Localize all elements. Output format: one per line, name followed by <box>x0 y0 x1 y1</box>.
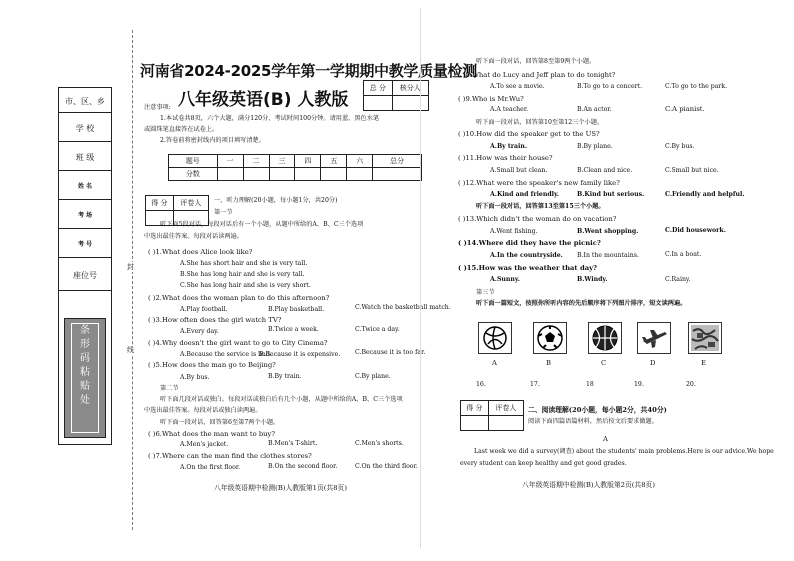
q10-option-c[interactable]: C.By bus. <box>665 143 695 150</box>
score-table-header: 总分 <box>373 155 422 168</box>
passage-line2: every student can keep healthy and get good grades. <box>460 460 627 467</box>
seal-line <box>132 30 133 530</box>
footer-left: 八年级英语期中检测(B)人教版第1页(共8页) <box>214 484 347 492</box>
section1-instr4: 中选出最佳答案。每段对话或独白读两遍。 <box>144 407 262 414</box>
q9-option-b[interactable]: B.An actor. <box>577 106 612 113</box>
section1-instr3: 听下面几段对话或独白。每段对话或独白后有几个小题，从题中所给的A、B、C三个选项 <box>160 396 403 403</box>
q12-option-a[interactable]: A.Kind and friendly. <box>490 191 560 198</box>
field-district-label: 市、区、乡 <box>65 97 105 106</box>
airplane-icon <box>638 323 670 353</box>
field-class-label: 班 级 <box>75 153 95 162</box>
passage-line1: Last week we did a survey(调查) about the students' main problems.Here is our advice.We hope <box>474 448 774 455</box>
q8-option-c[interactable]: C.To go to the park. <box>665 83 728 90</box>
pic-letter-b: B <box>546 359 551 367</box>
barcode-char: 形 <box>80 339 90 350</box>
picture-d-airplane <box>637 322 671 354</box>
section1-title: 一、听力理解(20小题，每小题1分，共20分) <box>214 197 338 204</box>
question-11: ( )11.How was their house? <box>458 154 553 162</box>
q4-option-c[interactable]: C.Because it is too far. <box>355 349 426 356</box>
score-cell[interactable] <box>269 168 295 181</box>
score-table-header: 一 <box>217 155 243 168</box>
score-table-header: 四 <box>295 155 321 168</box>
q9-option-c[interactable]: C.A pianist. <box>665 105 705 113</box>
q1-option-b[interactable]: B.She has long hair and she is very tall. <box>180 271 305 278</box>
field-name[interactable] <box>59 171 111 200</box>
footer-right: 八年级英语期中检测(B)人教版第2页(共8页) <box>522 481 655 489</box>
grader-name-label: 评卷人 <box>488 401 523 416</box>
question-10: ( )10.How did the speaker get to the US? <box>458 130 600 138</box>
question-8: ( )8.What do Lucy and Jeff plan to do tonight? <box>458 71 616 79</box>
field-school[interactable] <box>59 113 111 142</box>
basketball-icon <box>589 323 621 353</box>
field-exam-number-label: 考 号 <box>77 241 93 248</box>
field-exam-room[interactable] <box>59 200 111 229</box>
volleyball-icon <box>479 323 511 353</box>
barcode-char: 粘 <box>80 367 90 378</box>
field-class[interactable] <box>59 142 111 171</box>
intro-8-9: 听下面一段对话，回答第8至第9两个小题。 <box>476 58 596 65</box>
question-3: ( )3.How often does the girl watch TV? <box>148 316 282 324</box>
q8-option-a[interactable]: A.To see a movie. <box>490 83 545 90</box>
map-icon <box>689 323 721 353</box>
question-6: ( )6.What does the man want to buy? <box>148 430 276 438</box>
question-15: ( )15.How was the weather that day? <box>458 264 598 272</box>
score-cell[interactable] <box>347 168 373 181</box>
score-table <box>168 154 422 181</box>
field-exam-room-label: 考 场 <box>77 212 93 219</box>
checker-label: 核分人 <box>392 81 428 96</box>
q12-option-c[interactable]: C.Friendly and helpful. <box>665 191 745 198</box>
blank-16[interactable]: 16. <box>476 381 486 388</box>
q3-option-b[interactable]: B.Twice a week. <box>268 326 319 333</box>
part3-instr: 听下面一篇短文，按照你所听内容的先后顺序将下列图片排序，短文读两遍。 <box>476 300 687 307</box>
question-2: ( )2.What does the woman plan to do this afternoon? <box>148 294 330 302</box>
q14-option-b[interactable]: B.In the mountains. <box>577 252 639 259</box>
grader-name-cell[interactable] <box>488 416 523 431</box>
intro-10-12: 听下面一段对话，回答第10至第12三个小题。 <box>476 119 604 126</box>
q2-option-c[interactable]: C.Watch the basketball match. <box>355 304 451 311</box>
picture-e-map <box>688 322 722 354</box>
q4-option-a[interactable]: A.Because the service is bad. <box>180 351 272 358</box>
pic-letter-e: E <box>701 359 706 367</box>
page-divider <box>420 8 421 548</box>
barcode-char: 条 <box>80 325 90 336</box>
total-score-cell[interactable] <box>364 96 393 111</box>
exam-title: 河南省2024-2025学年第一学期期中教学质量检测 <box>140 62 477 80</box>
q1-option-c[interactable]: C.She has long hair and she is very short. <box>180 282 311 289</box>
barcode-area <box>64 318 106 438</box>
q5-option-c[interactable]: C.By plane. <box>355 373 391 380</box>
q15-option-a[interactable]: A.Sunny. <box>490 276 520 283</box>
question-1: ( )1.What does Alice look like? <box>148 248 253 256</box>
field-seat-label: 座位号 <box>73 271 97 280</box>
q15-option-b[interactable]: B.Windy. <box>577 276 608 283</box>
q15-option-c[interactable]: C.Rainy. <box>665 276 691 283</box>
field-district[interactable] <box>59 88 111 113</box>
score-cell[interactable] <box>243 168 269 181</box>
q10-option-a[interactable]: A.By train. <box>490 143 528 150</box>
field-seat[interactable] <box>59 258 111 291</box>
q3-option-c[interactable]: C.Twice a day. <box>355 326 400 333</box>
section2-instr: 阅读下面四篇语篇材料，然后按文后要求做题。 <box>528 418 658 425</box>
blank-20[interactable]: 20. <box>686 381 696 388</box>
question-7: ( )7.Where can the man find the clothes stores? <box>148 452 312 460</box>
section1-part1: 第一节 <box>214 209 233 216</box>
score-table-header: 二 <box>243 155 269 168</box>
passage-letter: A <box>603 435 608 443</box>
exam-subtitle: 八年级英语(B) 人教版 <box>178 90 349 110</box>
field-school-label: 学 校 <box>75 124 95 133</box>
picture-c-basketball <box>588 322 622 354</box>
q14-option-a[interactable]: A.In the countryside. <box>490 252 563 259</box>
q12-option-b[interactable]: B.Kind but serious. <box>577 191 645 198</box>
question-14: ( )14.Where did they have the picnic? <box>458 239 601 247</box>
q5-option-b[interactable]: B.By train. <box>268 373 302 380</box>
barcode-char: 处 <box>80 395 90 406</box>
q8-option-b[interactable]: B.To go to a concert. <box>577 83 643 90</box>
blank-19[interactable]: 19. <box>634 381 644 388</box>
notice-line1: 1.本试卷共8页，六个大题，满分120分，考试时间100分钟。请用蓝、黑色水笔 <box>160 115 380 122</box>
grader-score-label: 得 分 <box>461 401 489 416</box>
q13-option-b[interactable]: B.Went shopping. <box>577 228 639 235</box>
score-cell[interactable] <box>321 168 347 181</box>
blank-17[interactable]: 17. <box>530 381 540 388</box>
q11-option-a[interactable]: A.Small but clean. <box>490 167 548 174</box>
grader-score-cell[interactable] <box>461 416 489 431</box>
blank-18[interactable]: 18 <box>586 381 594 388</box>
q6-option-b[interactable]: B.Men's T-shirt. <box>268 440 318 447</box>
seal-char-feng: 封 <box>127 263 134 271</box>
score-cell[interactable] <box>373 168 422 181</box>
q9-option-a[interactable]: A.A teacher. <box>490 106 529 113</box>
section1-part2: 第二节 <box>160 385 179 392</box>
score-cell[interactable] <box>217 168 243 181</box>
q11-option-c[interactable]: C.Small but nice. <box>665 167 719 174</box>
pic-letter-d: D <box>650 359 656 367</box>
question-5: ( )5.How does the man go to Beijing? <box>148 361 276 369</box>
q11-option-b[interactable]: B.Clean and nice. <box>577 167 633 174</box>
barcode-char: 码 <box>80 353 90 364</box>
section2-title: 二、阅读理解(20小题，每小题2分，共40分) <box>528 406 667 414</box>
section1-instr2: 中选出最佳答案。每段对话读两遍。 <box>144 233 243 240</box>
score-table-header: 六 <box>347 155 373 168</box>
intro-13-15: 听下面一段对话，回答第13至第15三个小题。 <box>476 203 605 210</box>
q14-option-c[interactable]: C.In a boat. <box>665 251 702 258</box>
notice-heading: 注意事项: <box>144 104 171 111</box>
q6-option-c[interactable]: C.Men's shorts. <box>355 440 404 447</box>
picture-a-volleyball <box>478 322 512 354</box>
q4-option-b[interactable]: B.Because it is expensive. <box>259 351 341 358</box>
section2-grader-box <box>460 400 524 431</box>
picture-b-soccer <box>533 322 567 354</box>
score-table-header: 题号 <box>169 155 218 168</box>
q13-option-c[interactable]: C.Did housework. <box>665 227 726 234</box>
total-score-label: 总 分 <box>364 81 393 96</box>
seal-char-xian: 线 <box>127 346 134 354</box>
notice-line2: 或圆珠笔直接答在试卷上。 <box>144 126 219 133</box>
score-table-header: 三 <box>269 155 295 168</box>
grader-score-label: 得 分 <box>146 196 174 211</box>
q5-option-a[interactable]: A.By bus. <box>180 374 210 381</box>
q7-option-a[interactable]: A.On the first floor. <box>180 464 241 471</box>
q10-option-b[interactable]: B.By plane. <box>577 143 613 150</box>
q3-option-a[interactable]: A.Every day. <box>180 328 219 335</box>
q6-option-a[interactable]: A.Men's jacket. <box>180 441 229 448</box>
q13-option-a[interactable]: A.Went fishing. <box>490 228 538 235</box>
soccer-ball-icon <box>534 323 566 353</box>
question-13: ( )13.Which didn't the woman do on vacation? <box>458 215 617 223</box>
question-4: ( )4.Why doesn't the girl want to go to City Cinema? <box>148 339 328 347</box>
pic-letter-c: C <box>601 359 607 367</box>
field-exam-number[interactable] <box>59 229 111 258</box>
q1-option-a[interactable]: A.She has short hair and she is very tall. <box>180 260 308 267</box>
q7-option-b[interactable]: B.On the second floor. <box>268 463 338 470</box>
q2-option-b[interactable]: B.Play basketball. <box>268 306 325 313</box>
grader-name-label: 评卷人 <box>173 196 208 211</box>
pic-letter-a: A <box>492 359 497 367</box>
score-row-label: 分数 <box>169 168 218 181</box>
checker-cell[interactable] <box>392 96 428 111</box>
score-cell[interactable] <box>295 168 321 181</box>
notice-line3: 2.答卷前将密封线内的项目填写清楚。 <box>160 137 265 144</box>
barcode-char: 贴 <box>80 381 90 392</box>
question-12: ( )12.What were the speaker's new family like? <box>458 179 620 187</box>
section1-instr5: 听下面一段对话，回答第6至第7两个小题。 <box>160 419 280 426</box>
score-table-header: 五 <box>321 155 347 168</box>
section1-instr1: 听下面5段对话，每段对话后有一个小题，从题中所给的A、B、C三个选项 <box>160 221 364 228</box>
part3-heading: 第三节 <box>476 289 495 296</box>
q7-option-c[interactable]: C.On the third floor. <box>355 463 418 470</box>
field-name-label: 姓 名 <box>77 183 93 190</box>
q2-option-a[interactable]: A.Play football. <box>180 306 228 313</box>
question-9: ( )9.Who is Mr.Wu? <box>458 95 524 103</box>
